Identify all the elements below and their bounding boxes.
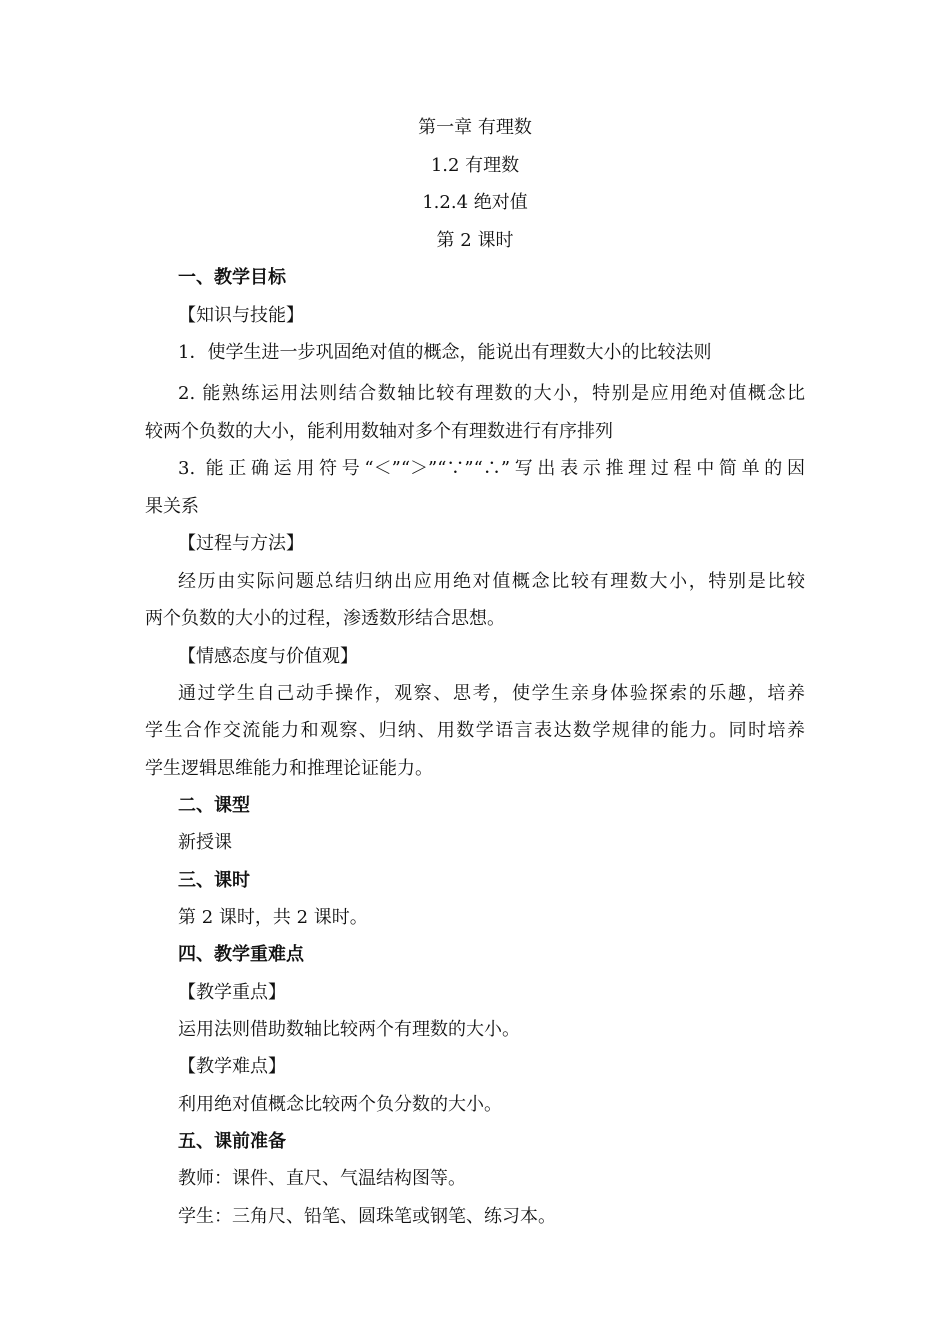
- chapter-title: 第一章 有理数: [418, 117, 532, 138]
- preparation-teacher: 教师：课件、直尺、气温结构图等。: [178, 1168, 466, 1189]
- label-knowledge-skills: 【知识与技能】: [178, 305, 304, 326]
- class-hours-text: 第 2 课时，共 2 课时。: [178, 907, 368, 928]
- goal-item-3-line-2: 果关系: [145, 496, 199, 517]
- heading-lesson-type: 二、课型: [178, 795, 250, 816]
- label-key-point: 【教学重点】: [178, 982, 286, 1003]
- label-process-methods: 【过程与方法】: [178, 533, 304, 554]
- goal-item-2-line-1: 2. 能熟练运用法则结合数轴比较有理数的大小，特别是应用绝对值概念比: [178, 383, 805, 404]
- preparation-student: 学生：三角尺、铅笔、圆珠笔或钢笔、练习本。: [178, 1206, 556, 1227]
- emotion-line-1: 通过学生自己动手操作，观察、思考，使学生亲身体验探索的乐趣，培养: [178, 683, 805, 704]
- goal-item-3-line-1: 3. 能正确运用符号“＜”“＞”“∵”“∴”写出表示推理过程中简单的因: [178, 458, 805, 479]
- heading-preparation: 五、课前准备: [178, 1131, 286, 1152]
- heading-teaching-goals: 一、教学目标: [178, 267, 286, 288]
- lesson-type-text: 新授课: [178, 832, 232, 853]
- goal-item-2-line-2: 较两个负数的大小，能利用数轴对多个有理数进行有序排列: [145, 421, 613, 442]
- section-title: 1.2 有理数: [430, 155, 520, 176]
- heading-class-hours: 三、课时: [178, 870, 250, 891]
- lesson-title: 第 2 课时: [436, 230, 514, 251]
- subsection-title: 1.2.4 绝对值: [422, 192, 528, 213]
- emotion-line-2: 学生合作交流能力和观察、归纳、用数学语言表达数学规律的能力。同时培养: [145, 720, 805, 741]
- difficult-point-text: 利用绝对值概念比较两个负分数的大小。: [178, 1094, 502, 1115]
- label-difficult-point: 【教学难点】: [178, 1056, 286, 1077]
- goal-item-1: 1．使学生进一步巩固绝对值的概念，能说出有理数大小的比较法则: [178, 342, 712, 363]
- key-point-text: 运用法则借助数轴比较两个有理数的大小。: [178, 1019, 520, 1040]
- heading-key-difficult-points: 四、教学重难点: [178, 944, 304, 965]
- process-line-1: 经历由实际问题总结归纳出应用绝对值概念比较有理数大小，特别是比较: [178, 571, 805, 592]
- label-emotion-values: 【情感态度与价值观】: [178, 646, 358, 667]
- emotion-line-3: 学生逻辑思维能力和推理论证能力。: [145, 758, 433, 779]
- process-line-2: 两个负数的大小的过程，渗透数形结合思想。: [145, 608, 505, 629]
